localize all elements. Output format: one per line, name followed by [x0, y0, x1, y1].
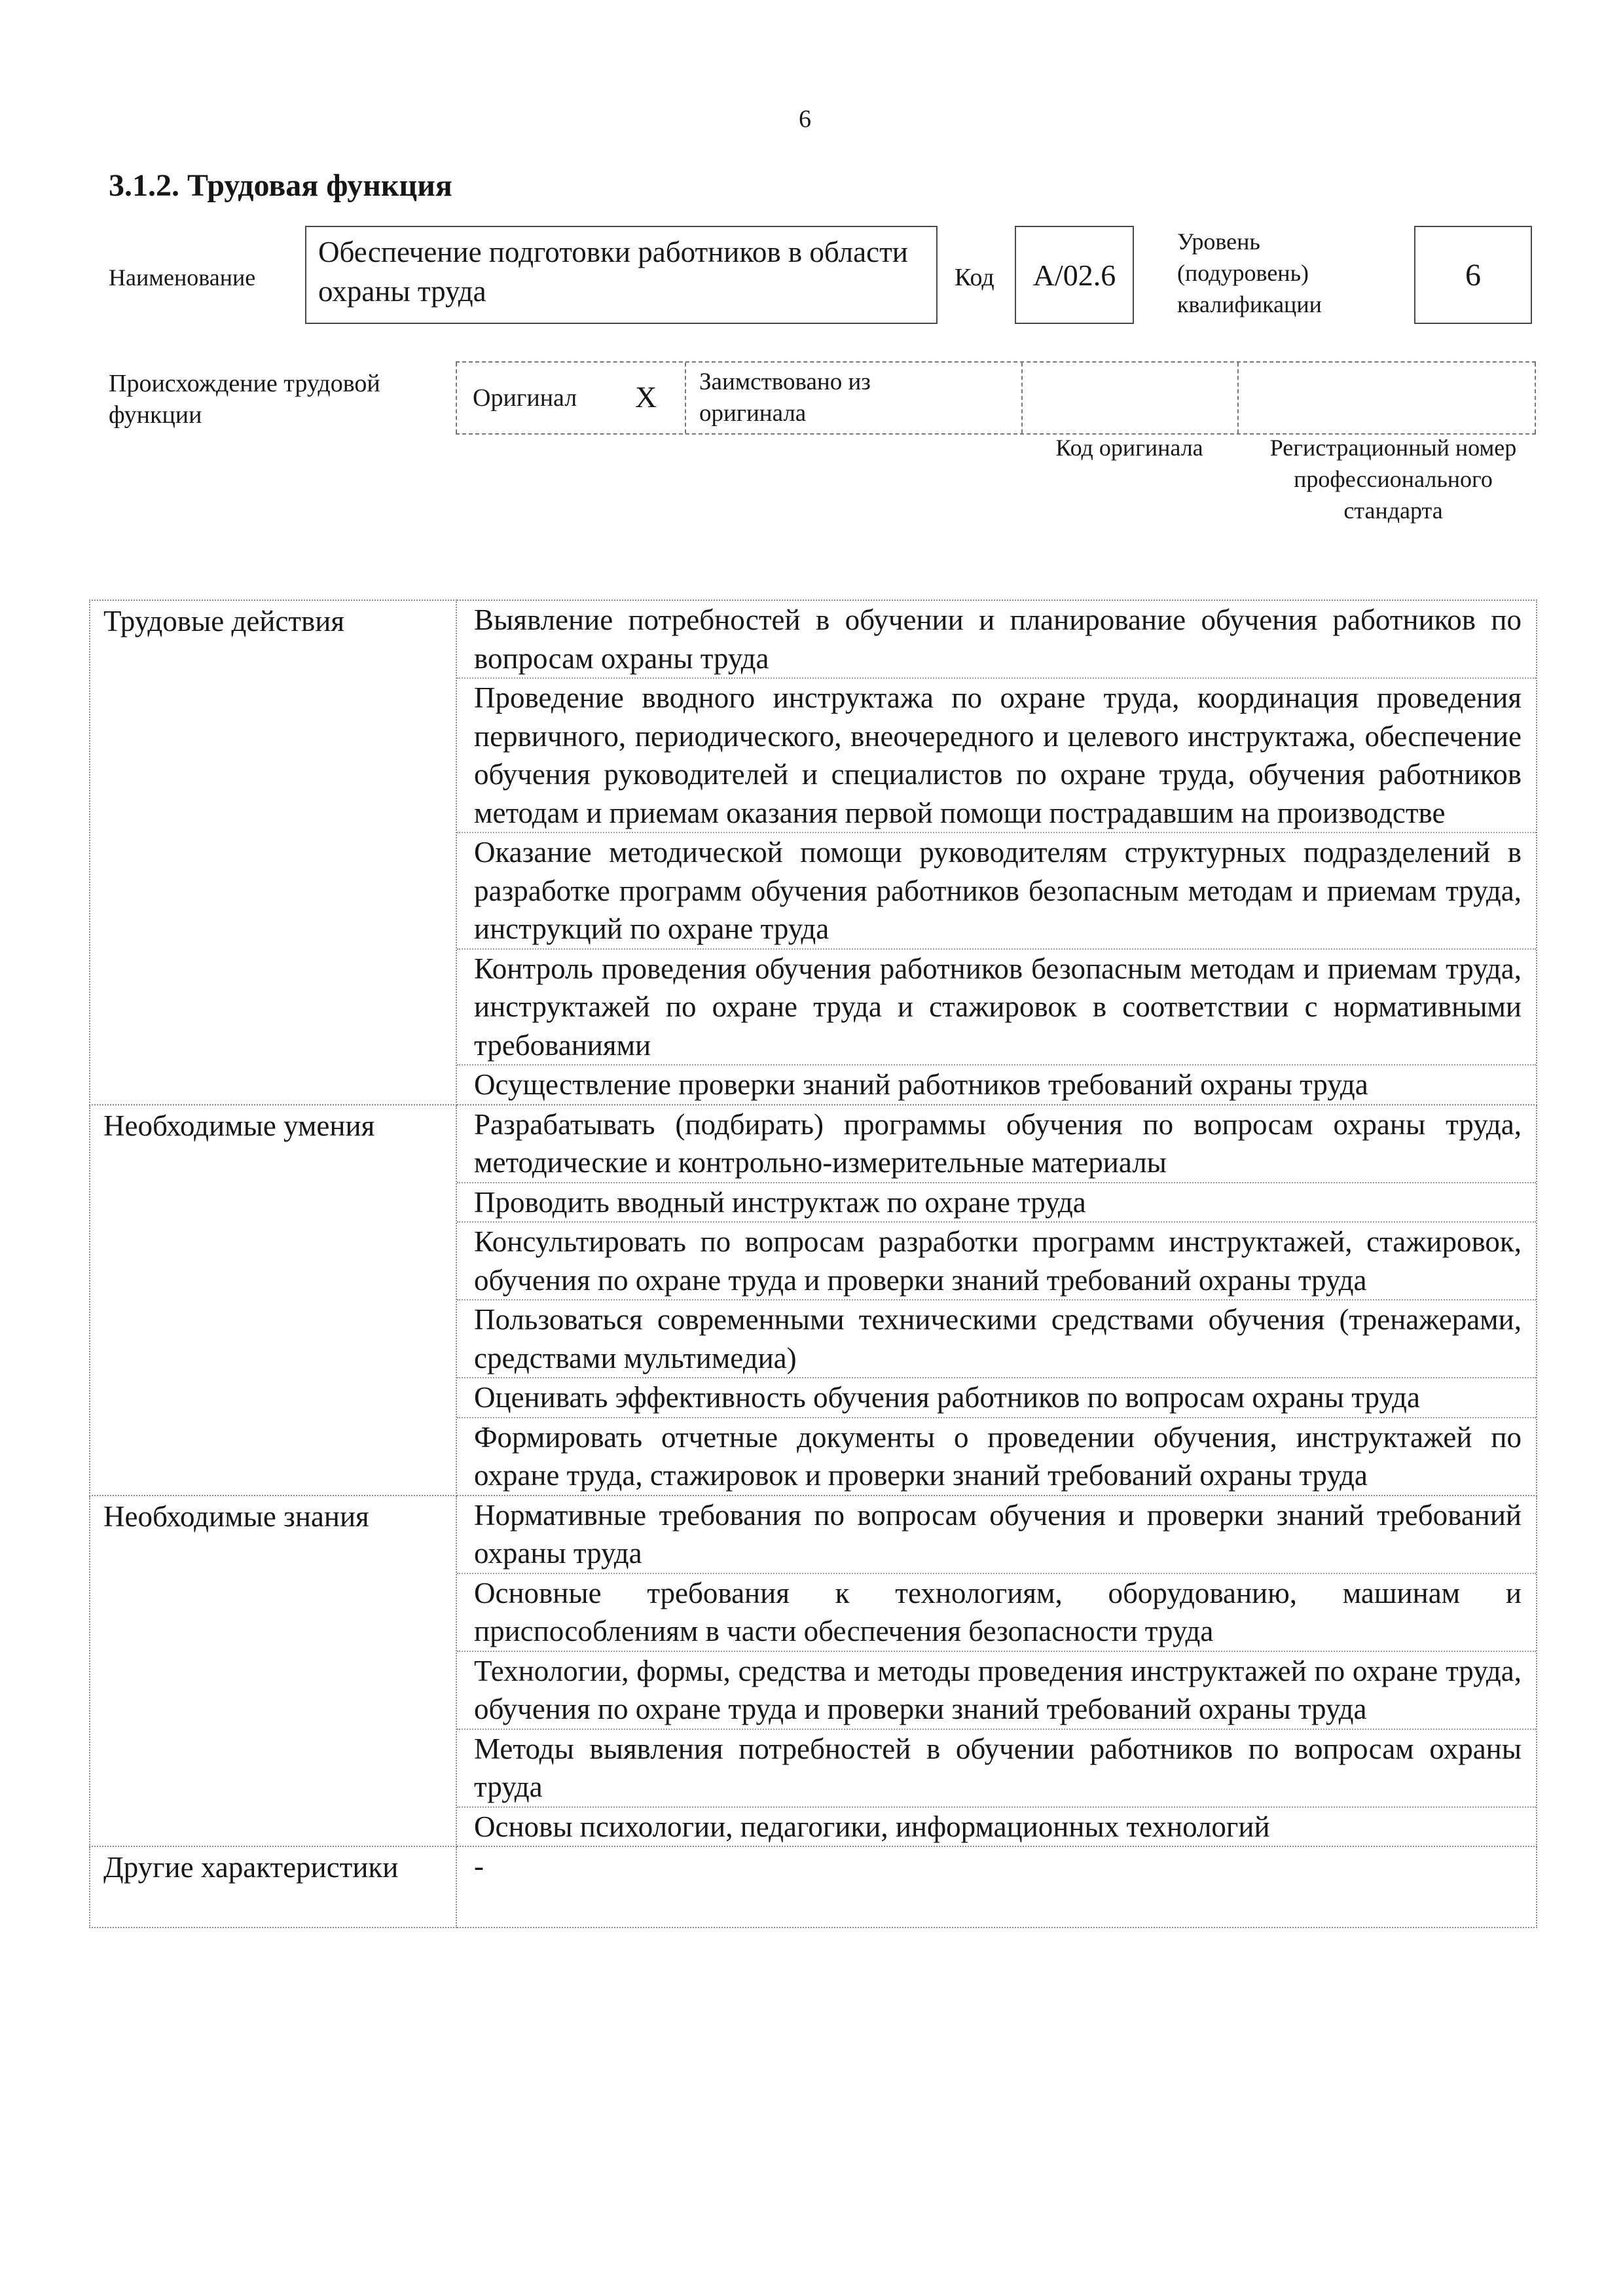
- list-item: Осуществление проверки знаний работников требований охраны труда: [474, 1068, 1368, 1101]
- section-title: 3.1.2. Трудовая функция: [109, 168, 452, 203]
- list-item: Оценивать эффективность обучения работников по вопросам охраны труда: [457, 1378, 1536, 1418]
- code-value: A/02.6: [1032, 258, 1116, 292]
- list-item: Контроль проведения обучения работников безопасным методам и приемам труда, инструктажей по охране труда и стажировок в соответствии с нормативными требованиями: [457, 950, 1536, 1066]
- borrowed-label: Заимствовано из оригинала: [699, 368, 871, 427]
- group-label: Трудовые действия: [90, 600, 456, 1105]
- origin-row: [456, 361, 1536, 435]
- table-row-actions: [90, 600, 1537, 1105]
- list-item: Разрабатывать (подбирать) программы обучения по вопросам охраны труда, методические и контрольно-измерительные материалы: [457, 1105, 1536, 1183]
- level-label: Уровень (подуровень) квалификации: [1177, 228, 1322, 317]
- function-name-box: [305, 226, 938, 324]
- origin-borrowed-cell: [685, 363, 1021, 433]
- page-number: 6: [799, 105, 811, 133]
- reg-number-caption: Регистрационный номер профессионального стандарта: [1269, 435, 1517, 524]
- list-item: Основные требования к технологиям, оборудованию, машинам и приспособлениям в части обеспечения безопасности труда: [457, 1574, 1536, 1652]
- list-item: Пользоваться современными техническими средствами обучения (тренажерами, средствами мультимедиа): [457, 1300, 1536, 1378]
- level-box: [1414, 226, 1532, 324]
- list-item: Основы психологии, педагогики, информационных технологий: [474, 1810, 1270, 1843]
- list-item: Нормативные требования по вопросам обучения и проверки знаний требований охраны труда: [457, 1496, 1536, 1574]
- table-row-skills: [90, 1105, 1537, 1496]
- list-item: Проведение вводного инструктажа по охране труда, координация проведения первичного, периодического, внеочередного и целевого инструктажа, обеспечение обучения руководителей и специалистов по охране труда, обучения работников методам и приемам оказания первой помощи пострадавшим на производстве: [457, 679, 1536, 833]
- original-mark: X: [635, 380, 657, 414]
- code-box: [1015, 226, 1134, 324]
- table-row-knowledge: [90, 1496, 1537, 1847]
- list-item: Технологии, формы, средства и методы проведения инструктажей по охране труда, обучения по охране труда и проверки знаний требований охраны труда: [457, 1652, 1536, 1730]
- list-item: Консультировать по вопросам разработки программ инструктажей, стажировок, обучения по охране труда и проверки знаний требований охраны труда: [457, 1223, 1536, 1300]
- table-row-other: [90, 1846, 1537, 1928]
- group-label: Необходимые умения: [90, 1105, 456, 1496]
- other-characteristics-value: -: [474, 1850, 484, 1882]
- list-item: Проводить вводный инструктаж по охране труда: [457, 1183, 1536, 1223]
- list-item: Методы выявления потребностей в обучении работников по вопросам охраны труда: [457, 1730, 1536, 1808]
- list-item: Формировать отчетные документы о проведении обучения, инструктажей по охране труда, стажировок и проверки знаний требований охраны труда: [474, 1420, 1522, 1492]
- list-item: Оказание методической помощи руководителям структурных подразделений в разработке программ обучения работников безопасным методам и приемам труда, инструкций по охране труда: [457, 833, 1536, 950]
- code-original-cell: [1021, 363, 1237, 433]
- code-original-caption: Код оригинала: [1055, 435, 1203, 461]
- origin-original-cell: [456, 363, 685, 433]
- reg-number-cell: [1237, 363, 1536, 433]
- level-value: 6: [1465, 257, 1481, 293]
- origin-label: Происхождение трудовой функции: [109, 370, 380, 429]
- other-characteristics-label: Другие характеристики: [90, 1846, 456, 1928]
- code-label: Код: [955, 264, 994, 291]
- list-item: Выявление потребностей в обучении и планирование обучения работников по вопросам охраны труда: [457, 601, 1536, 679]
- labor-function-table: [89, 600, 1537, 1928]
- group-label: Необходимые знания: [90, 1496, 456, 1847]
- name-label: Наименование: [109, 264, 256, 291]
- original-label: Оригинал: [473, 384, 577, 412]
- function-name-value: Обеспечение подготовки работников в области охраны труда: [318, 236, 908, 308]
